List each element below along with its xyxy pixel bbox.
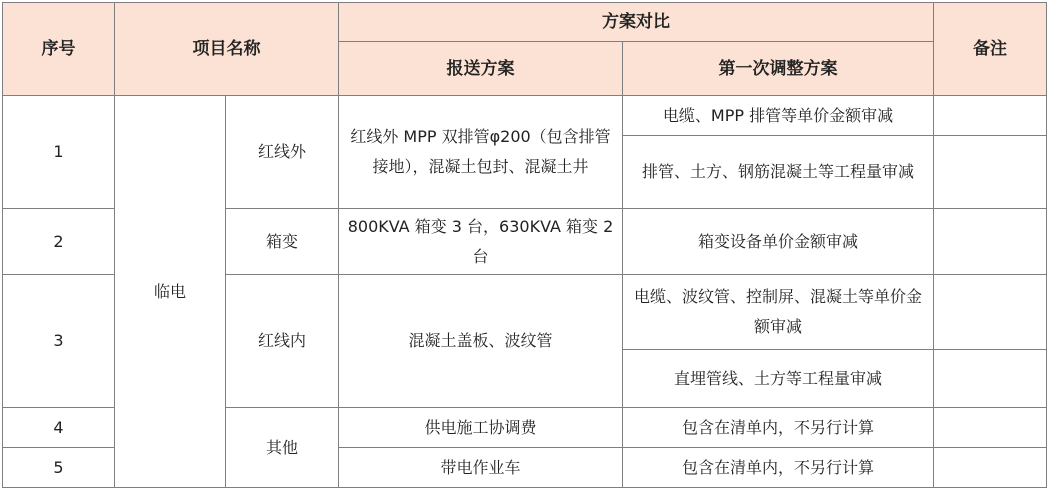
row-number: 4 [3, 408, 115, 448]
adjusted-scheme: 排管、土方、钢筋混凝土等工程量审减 [623, 136, 934, 209]
category-cell: 临电 [115, 96, 226, 488]
submitted-scheme: 混凝土盖板、波纹管 [339, 275, 623, 408]
remark-cell [934, 448, 1047, 488]
header-remark: 备注 [934, 3, 1047, 96]
adjusted-scheme: 直埋管线、土方等工程量审减 [623, 350, 934, 408]
submitted-scheme: 红线外 MPP 双排管φ200（包含排管接地），混凝土包封、混凝土井 [339, 96, 623, 209]
remark-cell [934, 209, 1047, 275]
header-row-1 [3, 3, 1047, 42]
header-item-name: 项目名称 [115, 3, 339, 96]
adjusted-scheme: 包含在清单内，不另行计算 [623, 408, 934, 448]
remark-cell [934, 96, 1047, 136]
remark-cell [934, 408, 1047, 448]
row-number: 1 [3, 96, 115, 209]
header-no: 序号 [3, 3, 115, 96]
scheme-comparison-table [2, 2, 1047, 488]
adjusted-scheme: 电缆、波纹管、控制屏、混凝土等单价金额审减 [623, 275, 934, 350]
remark-cell [934, 136, 1047, 209]
item-name: 红线外 [226, 96, 339, 209]
remark-cell [934, 350, 1047, 408]
submitted-scheme: 带电作业车 [339, 448, 623, 488]
row-number: 5 [3, 448, 115, 488]
header-submitted-scheme: 报送方案 [339, 42, 623, 96]
row-number: 2 [3, 209, 115, 275]
adjusted-scheme: 包含在清单内，不另行计算 [623, 448, 934, 488]
submitted-scheme: 800KVA 箱变 3 台，630KVA 箱变 2 台 [339, 209, 623, 275]
remark-cell [934, 275, 1047, 350]
table-row [3, 96, 1047, 136]
header-adjusted-scheme: 第一次调整方案 [623, 42, 934, 96]
item-name: 红线内 [226, 275, 339, 408]
adjusted-scheme: 电缆、MPP 排管等单价金额审减 [623, 96, 934, 136]
header-scheme-compare: 方案对比 [339, 3, 934, 42]
adjusted-scheme: 箱变设备单价金额审减 [623, 209, 934, 275]
item-name: 其他 [226, 408, 339, 488]
submitted-scheme: 供电施工协调费 [339, 408, 623, 448]
row-number: 3 [3, 275, 115, 408]
item-name: 箱变 [226, 209, 339, 275]
